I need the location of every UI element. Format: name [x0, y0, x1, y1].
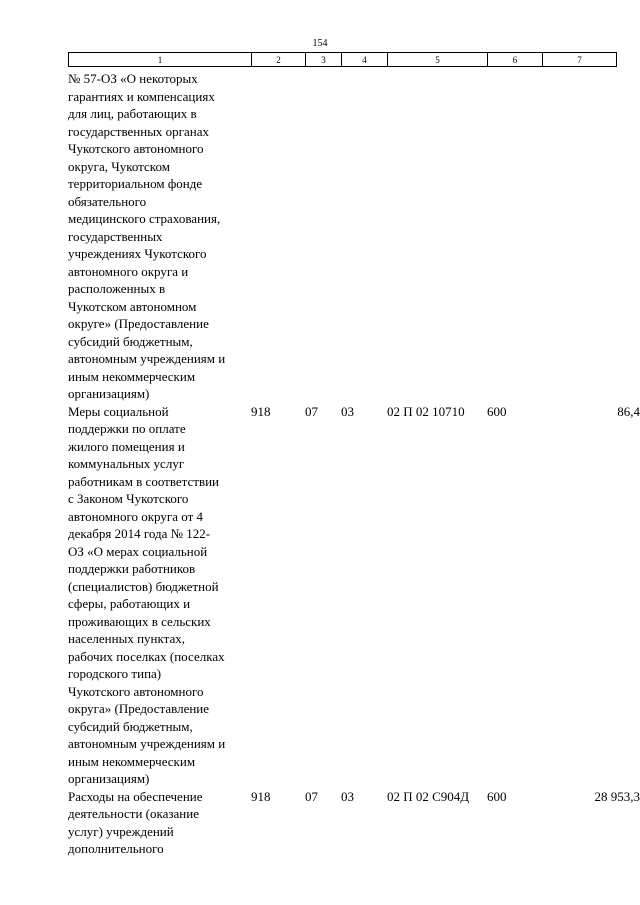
column-header-2: 2: [252, 53, 306, 67]
row-subsection-code: 03: [341, 788, 354, 804]
column-header-5: 5: [388, 53, 488, 67]
row-subsection-code: 03: [341, 403, 354, 419]
row-amount: 86,4: [617, 403, 640, 419]
column-header-3: 3: [306, 53, 342, 67]
row-description: Меры социальной поддержки по оплате жилого помещения и коммунальных услуг работникам в соответствии с Законом Чукотского автономного округа от 4 декабря 2014 года № 122- ОЗ «О мерах социальной поддержки работников (специалистов) бюджетной сферы, работающих и проживающих в сельских населенных пунктах, рабочих поселках (поселках городского типа) Чукотского автономного округа» (Предоставление субсидий бюджетным, автономным учреждениям и иным некоммерческим организациям): [68, 403, 226, 786]
column-header-7: 7: [543, 53, 617, 67]
row-ministry-code: 918: [251, 788, 271, 804]
page-number: 154: [312, 38, 328, 49]
column-header-table: [68, 52, 617, 67]
row-amount: 28 953,3: [594, 788, 640, 804]
row-target-article: 02 П 02 С904Д: [387, 788, 470, 804]
column-header-1: 1: [69, 53, 252, 67]
row-description: Расходы на обеспечение деятельности (оказание услуг) учреждений дополнительного: [68, 788, 203, 856]
table-body: [68, 70, 640, 858]
row-ministry-code: 918: [251, 403, 271, 419]
column-header-6: 6: [488, 53, 543, 67]
row-target-article: 02 П 02 10710: [387, 403, 465, 419]
row-section-code: 07: [305, 403, 318, 419]
table-row: [68, 70, 628, 403]
row-description: № 57-ОЗ «О некоторых гарантиях и компенсациях для лиц, работающих в государственных органах Чукотского автономного округа, Чукотском территориальном фонде обязательного медицинского страхования, государственных учреждениях Чукотского автономного округа и расположенных в Чукотском автономном округе» (Предоставление субсидий бюджетным, автономным учреждениям и иным некоммерческим организациям): [68, 71, 226, 401]
table-row: [68, 788, 640, 858]
column-header-4: 4: [342, 53, 388, 67]
row-section-code: 07: [305, 788, 318, 804]
column-header-row: [69, 53, 617, 67]
row-expense-type: 600: [487, 403, 507, 419]
table-row: [68, 403, 640, 788]
row-expense-type: 600: [487, 788, 507, 804]
